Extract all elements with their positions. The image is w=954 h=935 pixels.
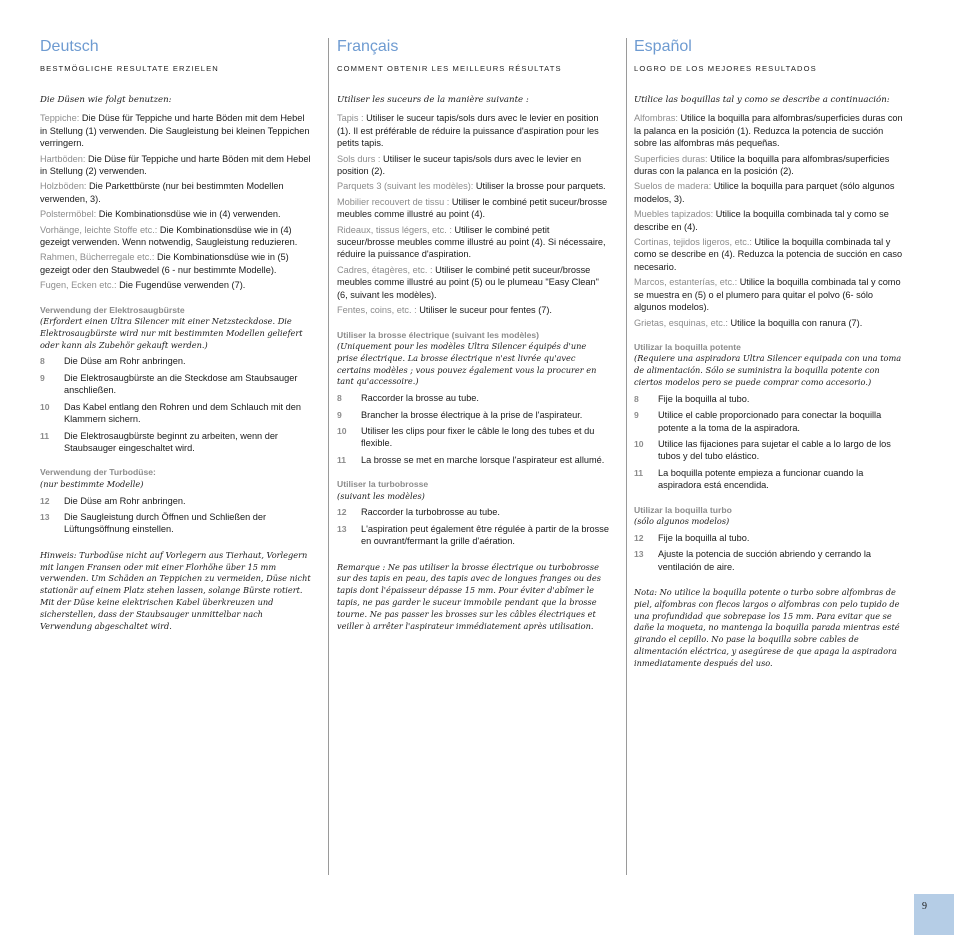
surface-item <box>634 317 906 329</box>
section-note: (Requiere una aspiradora Ultra Silencer equipada con una toma de alimentación. Sólo se suministra la boquilla potente con ciertos modelos pero se puede comprar como accesorio.) <box>634 353 902 387</box>
surface-text: Utiliser le combiné petit suceur/brosse meubles comme illustré au point (5) ou le plumeau "Easy Clean" (6, suivant les modèles). <box>337 264 599 300</box>
section-heading: Verwendung der Elektrosaugbürste <box>40 304 185 315</box>
section-heading: Utiliser la brosse électrique (suivant les modèles) <box>337 329 540 340</box>
step-number: 10 <box>337 425 347 436</box>
surface-text: Die Parkettbürste (nur bei bestimmten Modellen verwenden, 3). <box>40 181 284 204</box>
surface-text: Die Kombinationsdüse wie in (4) gezeigt verwenden. Wenn notwendig, Saugleistung reduzieren. <box>40 224 298 248</box>
surface-item <box>40 224 312 249</box>
step-item <box>634 548 906 573</box>
intro-text: Utilice las boquillas tal y como se describe a continuación: <box>634 95 890 106</box>
column-subtitle: LOGRO DE LOS MEJORES RESULTADOS <box>634 64 817 73</box>
surface-item <box>40 112 312 149</box>
surface-text: Die Düse für Teppiche und harte Böden mit dem Hebel in Stellung (2) verwenden. <box>40 153 311 177</box>
column-divider-2 <box>626 38 627 875</box>
surface-item <box>634 180 906 205</box>
step-number: 11 <box>40 430 50 441</box>
remark-note: Nota: No utilice la boquilla potente o turbo sobre alfombras de piel, alfombras con flecos largos o alfombras con pelo tupido de una profundidad que sobrepase los 15 mm. Para evitar que se dañe la moqueta, no mantenga la boquilla parada mientras esté girando el cepillo. No pase la boquilla sobre cables de alimentación eléctrica, y asegúrese de que apaga la aspiradora inmediatamente después del uso. <box>634 586 900 668</box>
surface-label: Holzböden: <box>40 181 90 192</box>
column-title: Español <box>634 38 692 55</box>
surface-label: Hartböden: <box>40 153 89 164</box>
column-subtitle: BESTMÖGLICHE RESULTATE ERZIELEN <box>40 64 219 73</box>
surface-text: Utilice la boquilla combinada tal y como se describe en (4). <box>634 209 889 232</box>
step-text: Utilice las fijaciones para sujetar el cable a lo largo de los tubos y del tubo elástico. <box>658 438 891 462</box>
step-text: Fije la boquilla al tubo. <box>658 532 750 543</box>
surface-text: Utiliser le suceur pour fentes (7). <box>419 305 552 316</box>
column-francais <box>337 37 609 632</box>
step-item <box>634 409 906 434</box>
column-espanol <box>634 37 906 670</box>
step-item <box>634 438 906 463</box>
step-number: 11 <box>634 467 644 478</box>
surface-label: Rideaux, tissus légers, etc. : <box>337 224 455 235</box>
surface-label: Grietas, esquinas, etc.: <box>634 317 731 328</box>
surface-text: Utilice la boquilla para alfombras/superficies duras con la palanca en la posición (2). <box>634 153 890 177</box>
surface-item <box>634 236 906 273</box>
surface-text: Utiliser le combiné petit suceur/brosse meubles comme illustré au point (4). <box>337 196 608 220</box>
step-item <box>40 372 312 397</box>
step-number: 10 <box>634 438 644 449</box>
column-divider-1 <box>328 38 329 875</box>
surface-item <box>337 196 609 221</box>
surface-item <box>337 304 609 316</box>
step-text: Die Düse am Rohr anbringen. <box>64 495 186 506</box>
surface-item <box>40 251 312 276</box>
step-number: 8 <box>337 393 342 404</box>
surface-item <box>634 208 906 233</box>
surface-label: Teppiche: <box>40 113 82 124</box>
step-number: 12 <box>337 507 347 518</box>
surface-text: Utilice la boquilla para parquet (sólo algunos modelos, 3). <box>634 181 895 204</box>
surface-text: Utilice la boquilla combinada tal y como se muestra en (5) o el plumero para quitar el polvo (6- sólo algunos modelos). <box>634 277 901 313</box>
surface-text: Utiliser le suceur tapis/sols durs avec le levier en position (1). Il est préférable de réduire la puissance d'aspiration pour les petits tapis. <box>337 113 599 149</box>
step-number: 13 <box>40 511 50 522</box>
surface-text: Utiliser le suceur tapis/sols durs avec le levier en position (2). <box>337 153 582 177</box>
surface-label: Fugen, Ecken etc.: <box>40 280 120 291</box>
surface-text: Die Düse für Teppiche und harte Böden mit dem Hebel in Stellung (1) verwenden. Die Saugleistung bei kleinen Teppichen verringern. <box>40 113 310 149</box>
surface-label: Sols durs : <box>337 153 383 164</box>
surface-text: Utiliser la brosse pour parquets. <box>475 181 606 192</box>
section-heading: Verwendung der Turbodüse: <box>40 467 156 478</box>
step-item <box>337 425 609 450</box>
step-item <box>337 506 609 518</box>
surface-text: Die Kombinationsdüse wie in (4) verwenden. <box>98 209 281 220</box>
step-number: 12 <box>40 495 50 506</box>
surface-item <box>40 153 312 178</box>
step-number: 9 <box>40 372 45 383</box>
column-subtitle: COMMENT OBTENIR LES MEILLEURS RÉSULTATS <box>337 64 562 73</box>
surface-text: Die Kombinationsdüse wie in (5) gezeigt oder den Staubwedel (6 - nur bestimmte Modelle). <box>40 252 289 275</box>
surface-item <box>337 153 609 178</box>
step-text: L'aspiration peut également être régulée à partir de la brosse en ouvrant/fermant la grille d'aération. <box>361 523 609 547</box>
section-note: (Uniquement pour les modèles Ultra Silencer équipés d'une prise électrique. La brosse électrique n'est livrée qu'avec certains modèles ; vous pouvez également vous la procurer en tant qu'accessoire.) <box>337 340 597 387</box>
section-note: (sólo algunos modelos) <box>634 515 730 526</box>
step-item <box>40 355 312 367</box>
surface-label: Fentes, coins, etc. : <box>337 305 420 316</box>
step-number: 13 <box>634 549 644 560</box>
surface-item <box>40 180 312 205</box>
intro-text: Die Düsen wie folgt benutzen: <box>40 95 172 106</box>
surface-item <box>337 224 609 261</box>
step-text: Raccorder la brosse au tube. <box>361 393 479 404</box>
surface-label: Muebles tapizados: <box>634 209 716 220</box>
surface-label: Suelos de madera: <box>634 181 714 192</box>
step-item <box>40 430 312 455</box>
intro-text: Utiliser les suceurs de la manière suivante : <box>337 95 529 106</box>
section-heading: Utilizar la boquilla turbo <box>634 504 732 515</box>
surface-item <box>337 112 609 149</box>
step-item <box>634 467 906 492</box>
surface-item <box>337 264 609 301</box>
column-title: Français <box>337 38 399 55</box>
surface-text: Utilice la boquilla combinada tal y como se describe en (4). Reduzca la potencia de succión en caso necesario. <box>634 237 903 272</box>
surface-label: Tapis : <box>337 113 367 124</box>
surface-text: Utilice la boquilla con ranura (7). <box>730 317 863 328</box>
step-text: Brancher la brosse électrique à la prise de l'aspirateur. <box>361 409 583 420</box>
step-number: 11 <box>337 454 347 465</box>
step-item <box>40 495 312 507</box>
step-item <box>634 532 906 544</box>
step-number: 9 <box>337 409 342 420</box>
step-item <box>40 401 312 426</box>
step-text: Die Elektrosaugbürste beginnt zu arbeiten, wenn der Staubsauger eingeschaltet wird. <box>64 430 278 453</box>
step-text: La boquilla potente empieza a funcionar cuando la aspiradora está encendida. <box>658 467 864 491</box>
surface-label: Cortinas, tejidos ligeros, etc.: <box>634 237 755 248</box>
section-heading: Utilizar la boquilla potente <box>634 341 741 352</box>
step-item <box>40 511 312 536</box>
surface-label: Mobilier recouvert de tissu : <box>337 196 452 207</box>
section-note: (Erfordert einen Ultra Silencer mit einer Netzsteckdose. Die Elektrosaugbürste wird nur mit bestimmten Modellen geliefert oder kann als Zubehör gekauft werden.) <box>40 316 303 350</box>
surface-label: Cadres, étagères, etc. : <box>337 264 436 275</box>
step-number: 8 <box>634 393 639 404</box>
column-title: Deutsch <box>40 38 99 55</box>
step-number: 9 <box>634 410 639 421</box>
step-text: Die Saugleistung durch Öffnen und Schließen der Lüftungsöffnung einstellen. <box>64 511 267 535</box>
step-number: 13 <box>337 523 347 534</box>
step-number: 10 <box>40 401 50 412</box>
column-deutsch <box>40 37 312 632</box>
section-note: (nur bestimmte Modelle) <box>40 478 144 489</box>
step-text: Die Düse am Rohr anbringen. <box>64 356 186 367</box>
surface-label: Marcos, estanterías, etc.: <box>634 277 740 288</box>
surface-text: Die Fugendüse verwenden (7). <box>119 280 246 291</box>
step-text: Utilice el cable proporcionado para conectar la boquilla potente a la toma de la aspiradora. <box>658 410 882 433</box>
step-item <box>337 392 609 404</box>
surface-item <box>40 208 312 220</box>
step-text: Fije la boquilla al tubo. <box>658 393 750 404</box>
step-text: Utiliser les clips pour fixer le câble le long des tubes et du flexible. <box>361 425 595 449</box>
surface-item <box>337 180 609 192</box>
step-text: Ajuste la potencia de succión abriendo y cerrando la ventilación de aire. <box>658 549 871 572</box>
surface-label: Parquets 3 (suivant les modèles): <box>337 181 476 192</box>
step-item <box>337 454 609 466</box>
section-heading: Utiliser la turbobrosse <box>337 479 429 490</box>
step-text: Raccorder la turbobrosse au tube. <box>361 507 500 518</box>
step-number: 12 <box>634 532 644 543</box>
surface-text: Utiliser le combiné petit suceur/brosse meubles comme illustré au point (4). Si nécessaire, réduire la puissance d'aspiration. <box>337 224 606 260</box>
surface-text: Utilice la boquilla para alfombras/superficies duras con la palanca en la posición (1). Reduzca la potencia de succión sobre las alfombras más pequeñas. <box>634 113 903 149</box>
step-text: La brosse se met en marche lorsque l'aspirateur est allumé. <box>361 454 605 465</box>
section-note: (suivant les modèles) <box>337 490 425 501</box>
surface-item <box>634 112 906 149</box>
surface-label: Rahmen, Bücherregale etc.: <box>40 252 157 263</box>
remark-note: Remarque : Ne pas utiliser la brosse électrique ou turbobrosse sur des tapis en peau, des tapis avec de longues franges ou des tapis dont l'épaisseur dépasse 15 mm. Pour éviter d'abîmer le tapis, ne pas garder le suceur immobile pendant que la brosse tourne. Ne pas passer les brosses sur les câbles électriques et veiller à arrêter l'aspirateur immédiatement après utilisation. <box>337 561 601 631</box>
surface-item <box>634 276 906 313</box>
surface-label: Polstermöbel: <box>40 209 99 220</box>
page-number: 9 <box>914 894 954 935</box>
step-number: 8 <box>40 356 45 367</box>
step-text: Die Elektrosaugbürste an die Steckdose am Staubsauger anschließen. <box>64 372 298 396</box>
step-item <box>337 523 609 548</box>
surface-item <box>40 279 312 291</box>
remark-note: Hinweis: Turbodüse nicht auf Vorlegern aus Tierhaut, Vorlegern mit langen Fransen oder mit einer Florhöhe über 15 mm verwenden. Um Schäden an Teppichen zu vermeiden, Düse nicht stationär auf einem Platz stehen lassen, solange Bürste rotiert. Mit der Düse keine elektrischen Kabel überkreuzen und sicherstellen, dass der Staubsauger unmittelbar nach Verwendung abgeschaltet wird. <box>40 549 311 631</box>
surface-item <box>634 153 906 178</box>
surface-label: Alfombras: <box>634 113 681 124</box>
surface-label: Vorhänge, leichte Stoffe etc.: <box>40 224 160 235</box>
surface-label: Superficies duras: <box>634 153 711 164</box>
step-item <box>634 393 906 405</box>
step-text: Das Kabel entlang den Rohren und dem Schlauch mit den Klammern sichern. <box>64 401 301 425</box>
step-item <box>337 409 609 421</box>
